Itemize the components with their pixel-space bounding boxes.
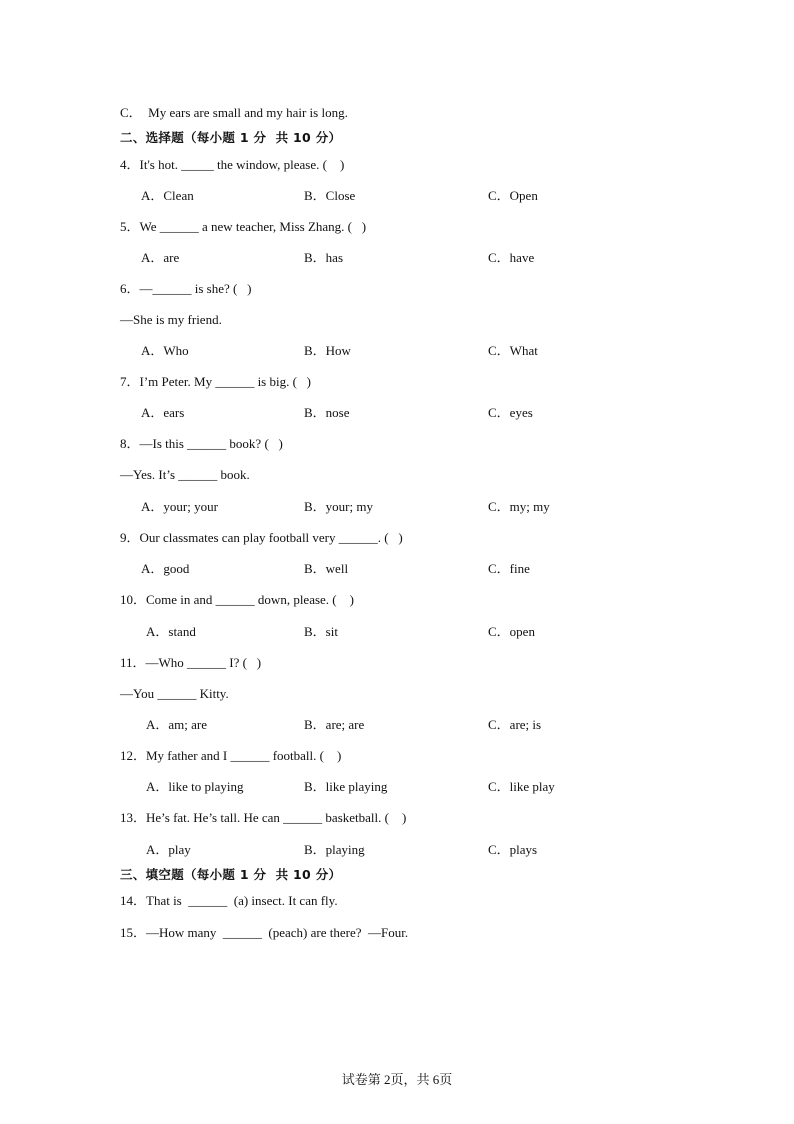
q7-option-a: A．ears (141, 405, 185, 420)
question-14: 14．That is ______ (a) insect. It can fly. (120, 893, 338, 908)
q5-option-c: C．have (488, 250, 535, 265)
section-3-heading: 三、填空题（每小题 1 分 共 10 分） (120, 867, 342, 882)
q12-option-a: A．like to playing (146, 779, 244, 794)
q6-option-c: C．What (488, 343, 538, 358)
question-7: 7．I’m Peter. My ______ is big. ( ) (120, 374, 312, 389)
q4-option-c: C．Open (488, 188, 538, 203)
q4-option-b: B．Close (304, 188, 356, 203)
q9-option-c: C．fine (488, 561, 530, 576)
q13-option-a: A．play (146, 842, 191, 857)
question-11-reply: —You ______ Kitty. (120, 686, 229, 701)
q12-option-c: C．like play (488, 779, 555, 794)
q10-option-c: C．open (488, 624, 535, 639)
q5-option-a: A．are (141, 250, 180, 265)
q8-option-a: A．your; your (141, 499, 218, 514)
q4-option-a: A．Clean (141, 188, 194, 203)
q11-option-b: B．are; are (304, 717, 365, 732)
q10-option-a: A．stand (146, 624, 196, 639)
q13-option-b: B．playing (304, 842, 365, 857)
question-12: 12．My father and I ______ football. ( ) (120, 748, 342, 763)
q11-option-a: A．am; are (146, 717, 208, 732)
question-5: 5．We ______ a new teacher, Miss Zhang. ( ) (120, 219, 367, 234)
q11-option-c: C．are; is (488, 717, 542, 732)
question-15: 15．—How many ______ (peach) are there? —Four. (120, 925, 409, 940)
question-10: 10．Come in and ______ down, please. ( ) (120, 592, 354, 607)
q7-option-b: B．nose (304, 405, 350, 420)
question-4: 4．It's hot. _____ the window, please. ( ) (120, 157, 345, 172)
q6-option-a: A．Who (141, 343, 189, 358)
q9-option-b: B．well (304, 561, 349, 576)
q9-option-a: A．good (141, 561, 190, 576)
question-8: 8．—Is this ______ book? ( ) (120, 436, 283, 451)
q10-option-b: B．sit (304, 624, 338, 639)
question-11: 11．—Who ______ I? ( ) (120, 655, 262, 670)
question-9: 9．Our classmates can play football very ______. ( ) (120, 530, 403, 545)
q8-option-c: C．my; my (488, 499, 550, 514)
section-2-heading: 二、选择题（每小题 1 分 共 10 分） (120, 130, 342, 145)
q5-option-b: B．has (304, 250, 344, 265)
question-13: 13．He’s fat. He’s tall. He can ______ basketball. ( ) (120, 810, 407, 825)
q6-option-b: B．How (304, 343, 351, 358)
question-6-reply: —She is my friend. (120, 312, 222, 327)
q12-option-b: B．like playing (304, 779, 388, 794)
question-8-reply: —Yes. It’s ______ book. (120, 467, 250, 482)
q13-option-c: C．plays (488, 842, 538, 857)
question-6: 6．—______ is she? ( ) (120, 281, 252, 296)
q7-option-c: C．eyes (488, 405, 533, 420)
page-footer: 试卷第 2页，共 6页 (341, 1072, 453, 1087)
q3-option-c: C． My ears are small and my hair is long. (120, 105, 348, 120)
q8-option-b: B．your; my (304, 499, 373, 514)
